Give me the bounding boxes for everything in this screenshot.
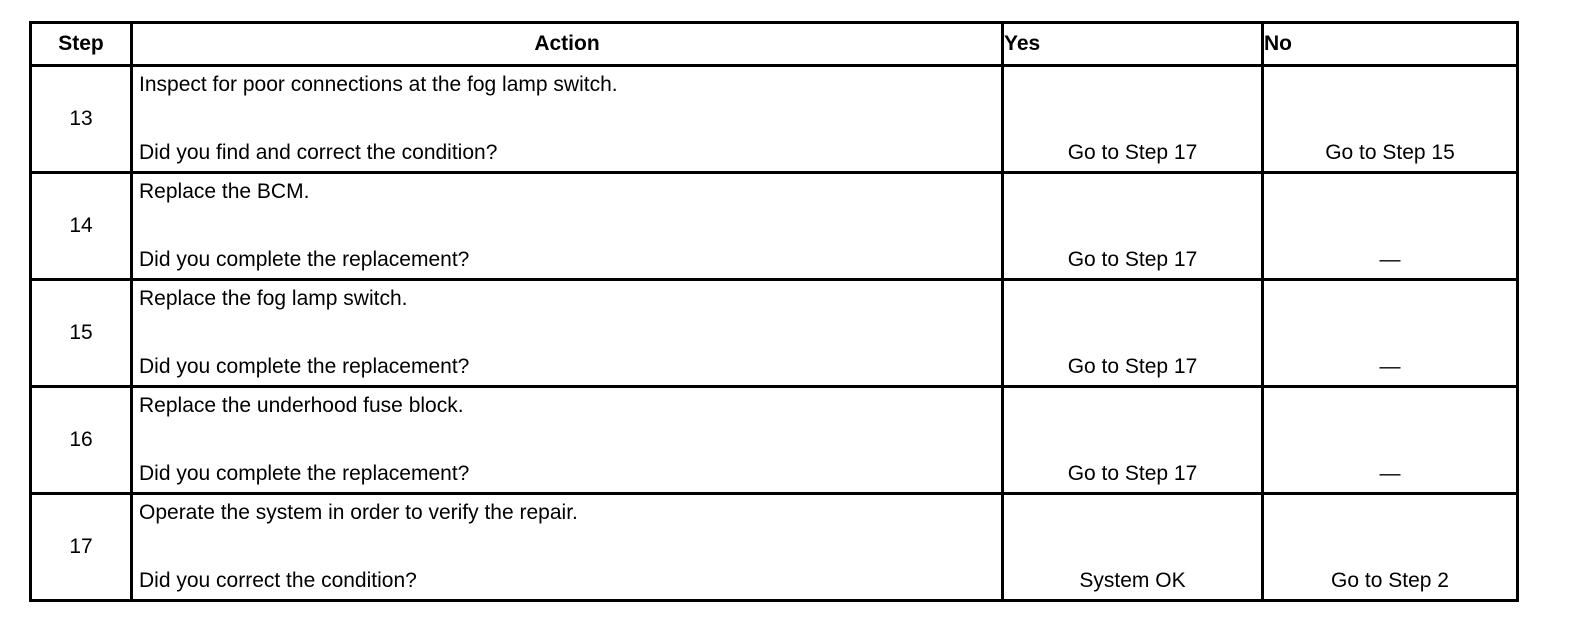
yes-result: Go to Step 17: [1067, 248, 1198, 271]
action-instruction: Replace the underhood fuse block.: [139, 394, 464, 417]
action-question: Did you find and correct the condition?: [139, 141, 498, 164]
no-result: —: [1379, 462, 1401, 485]
no-cell: [1263, 173, 1518, 280]
action-cell: [132, 66, 1003, 173]
yes-cell: [1003, 494, 1263, 601]
yes-result: Go to Step 17: [1067, 462, 1198, 485]
action-question: Did you complete the replacement?: [139, 355, 470, 378]
table-row: [31, 280, 1518, 387]
no-result: Go to Step 15: [1325, 141, 1455, 164]
table-header: [31, 23, 1518, 66]
yes-cell: [1003, 66, 1263, 173]
yes-cell: [1003, 280, 1263, 387]
yes-result: Go to Step 17: [1067, 355, 1198, 378]
yes-cell: [1003, 173, 1263, 280]
table-row: [31, 494, 1518, 601]
no-result: Go to Step 2: [1331, 569, 1449, 592]
header-step: Step: [31, 23, 132, 66]
no-result: —: [1379, 355, 1401, 378]
action-cell: [132, 173, 1003, 280]
header-yes: Yes: [1003, 23, 1263, 66]
diagnostic-table: [29, 21, 1519, 602]
step-number: 16: [31, 387, 132, 494]
no-result: —: [1379, 248, 1401, 271]
header-row: [31, 23, 1518, 66]
yes-cell: [1003, 387, 1263, 494]
action-question: Did you complete the replacement?: [139, 462, 470, 485]
no-cell: [1263, 66, 1518, 173]
action-instruction: Inspect for poor connections at the fog lamp switch.: [139, 73, 618, 96]
action-instruction: Replace the BCM.: [139, 180, 310, 203]
action-instruction: Replace the fog lamp switch.: [139, 287, 408, 310]
action-question: Did you correct the condition?: [139, 569, 417, 592]
table-row: [31, 387, 1518, 494]
yes-result: Go to Step 17: [1067, 141, 1198, 164]
step-number: 13: [31, 66, 132, 173]
step-number: 14: [31, 173, 132, 280]
yes-result: System OK: [1079, 569, 1186, 592]
table-row: [31, 66, 1518, 173]
no-cell: [1263, 387, 1518, 494]
header-no: No: [1263, 23, 1518, 66]
action-cell: [132, 494, 1003, 601]
action-instruction: Operate the system in order to verify the repair.: [139, 501, 578, 524]
action-cell: [132, 280, 1003, 387]
action-cell: [132, 387, 1003, 494]
table-row: [31, 173, 1518, 280]
no-cell: [1263, 280, 1518, 387]
step-number: 17: [31, 494, 132, 601]
header-action: Action: [132, 23, 1003, 66]
table-body: [31, 66, 1518, 601]
no-cell: [1263, 494, 1518, 601]
step-number: 15: [31, 280, 132, 387]
action-question: Did you complete the replacement?: [139, 248, 470, 271]
